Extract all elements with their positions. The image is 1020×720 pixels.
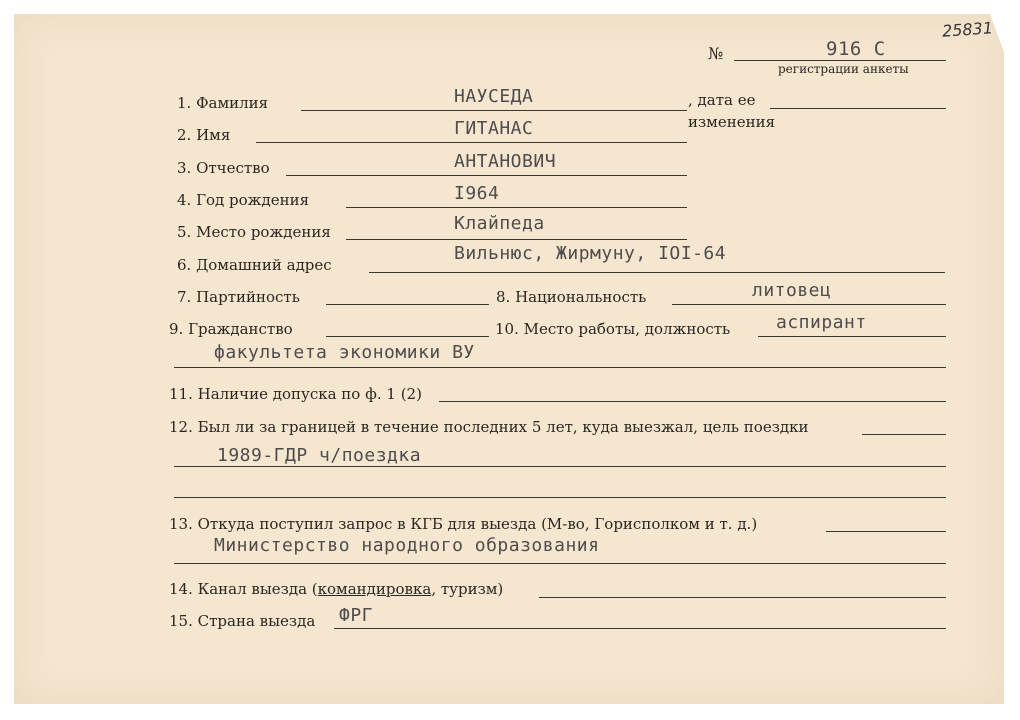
field-5-label: 5. Место рождения [177,223,331,241]
field-4-value: I964 [454,183,500,204]
field-14-label-prefix: 14. Канал выезда ( [169,580,318,598]
field-12-line [862,434,946,435]
field-14-label [169,580,503,598]
field-10-value: аспирант [776,312,867,333]
field-15-line [334,628,946,629]
field-6-label: 6. Домашний адрес [177,256,332,274]
field-2-label: 2. Имя [177,126,231,144]
field-7-line [326,304,489,305]
field-4-label: 4. Год рождения [177,191,310,209]
field-10-line [758,336,946,337]
field-8-label: 8. Национальность [496,288,647,306]
change-date-label-2: изменения [688,113,776,131]
registration-number: 916 С [826,38,886,60]
field-1-value: НАУСЕДА [454,86,534,107]
handwritten-number: 25831 [941,18,994,41]
field-5-line [346,239,687,240]
field-14-label-suffix: , туризм) [431,580,504,598]
field-15-value: ФРГ [339,605,374,626]
field-11-label: 11. Наличие допуска по ф. 1 (2) [169,385,422,403]
field-14-selected-option: командировка [317,580,432,598]
questionnaire-card [14,14,1004,704]
field-13-continuation-line [174,563,946,564]
field-6-line [369,272,945,273]
field-4-line [346,207,687,208]
field-15-label: 15. Страна выезда [169,612,316,630]
field-12-value: 1989-ГДР ч/поездка [217,445,422,466]
field-2-value: ГИТАНАС [454,118,534,139]
field-8-line [672,304,946,305]
field-13-line [826,531,946,532]
field-12-label: 12. Был ли за границей в течение последних 5 лет, куда выезжал, цель поездки [169,418,809,436]
field-8-value: литовец [752,280,832,301]
field-10-label: 10. Место работы, должность [495,320,731,338]
field-7-label: 7. Партийность [177,288,300,306]
registration-caption: регистрации анкеты [778,62,909,76]
change-date-line [770,108,946,109]
field-12-continuation-line-2 [174,497,946,498]
change-date-label: , дата ее [688,91,756,109]
field-10-value-line2: факультета экономики ВУ [214,342,475,363]
field-3-label: 3. Отчество [177,159,270,177]
field-13-value: Министерство народного образования [214,535,600,556]
field-9-label: 9. Гражданство [169,320,293,338]
number-line [734,60,946,61]
field-3-value: АНТАНОВИЧ [454,151,557,172]
field-10-continuation-line [174,367,946,368]
field-9-line [326,336,489,337]
field-1-line [301,110,687,111]
field-13-label: 13. Откуда поступил запрос в КГБ для выезда (М-во, Горисполком и т. д.) [169,515,758,533]
field-2-line [256,142,687,143]
number-sign: № [708,44,724,63]
field-3-line [286,175,687,176]
field-12-continuation-line-1 [174,466,946,467]
field-6-value: Вильнюс, Жирмуну, IOI-64 [454,243,727,264]
field-11-line [439,401,946,402]
field-5-value: Клайпеда [454,213,545,234]
field-1-label: 1. Фамилия [177,94,269,112]
field-14-line [539,597,946,598]
